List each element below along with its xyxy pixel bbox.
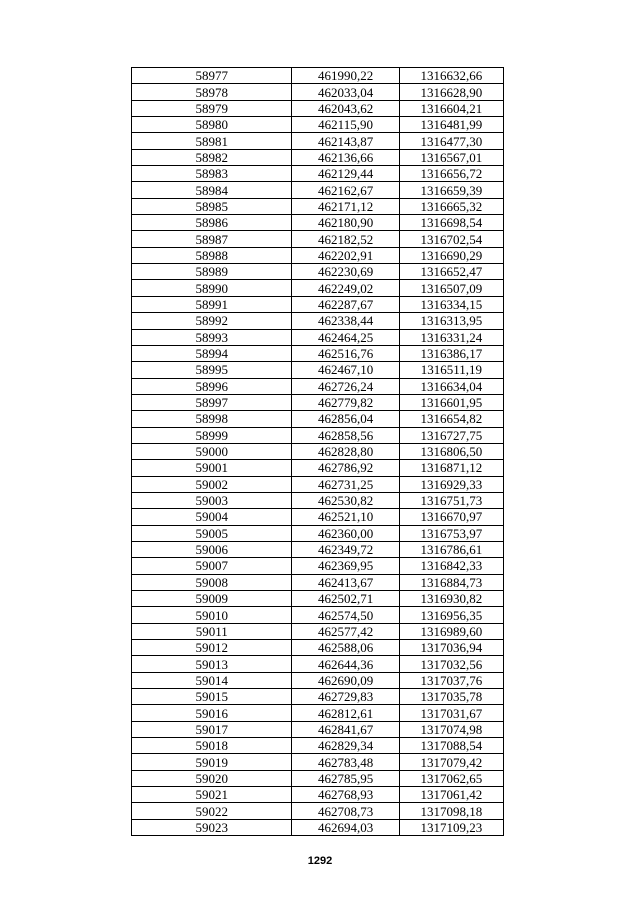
- table-row: [132, 721, 504, 737]
- y-coordinate-cell: 1316601,95: [399, 394, 503, 410]
- y-coordinate-cell: 1316690,29: [399, 247, 503, 263]
- y-coordinate-cell: 1316930,82: [399, 591, 503, 607]
- y-coordinate-cell: 1317074,98: [399, 721, 503, 737]
- x-coordinate-cell: 462369,95: [292, 558, 399, 574]
- x-coordinate-cell: 462136,66: [292, 149, 399, 165]
- x-coordinate-cell: 462708,73: [292, 803, 399, 819]
- point-number-cell: 58998: [132, 411, 292, 427]
- table-row: [132, 362, 504, 378]
- x-coordinate-cell: 462171,12: [292, 198, 399, 214]
- point-number-cell: 59006: [132, 541, 292, 557]
- table-row: [132, 378, 504, 394]
- table-row: [132, 460, 504, 476]
- point-number-cell: 58997: [132, 394, 292, 410]
- x-coordinate-cell: 462644,36: [292, 656, 399, 672]
- point-number-cell: 58985: [132, 198, 292, 214]
- page-number: 1292: [307, 855, 333, 867]
- x-coordinate-cell: 462577,42: [292, 623, 399, 639]
- table-row: [132, 411, 504, 427]
- point-number-cell: 59008: [132, 574, 292, 590]
- table-row: [132, 803, 504, 819]
- coordinates-table-body: [132, 68, 504, 836]
- x-coordinate-cell: 462182,52: [292, 231, 399, 247]
- x-coordinate-cell: 462467,10: [292, 362, 399, 378]
- y-coordinate-cell: 1316929,33: [399, 476, 503, 492]
- point-number-cell: 58996: [132, 378, 292, 394]
- point-number-cell: 58977: [132, 68, 292, 84]
- point-number-cell: 59005: [132, 525, 292, 541]
- y-coordinate-cell: 1316753,97: [399, 525, 503, 541]
- point-number-cell: 58988: [132, 247, 292, 263]
- point-number-cell: 58994: [132, 345, 292, 361]
- y-coordinate-cell: 1316956,35: [399, 607, 503, 623]
- y-coordinate-cell: 1316334,15: [399, 296, 503, 312]
- y-coordinate-cell: 1316477,30: [399, 133, 503, 149]
- point-number-cell: 58980: [132, 117, 292, 133]
- point-number-cell: 59003: [132, 492, 292, 508]
- table-row: [132, 574, 504, 590]
- point-number-cell: 58995: [132, 362, 292, 378]
- x-coordinate-cell: 462230,69: [292, 264, 399, 280]
- x-coordinate-cell: 462812,61: [292, 705, 399, 721]
- point-number-cell: 59007: [132, 558, 292, 574]
- table-row: [132, 558, 504, 574]
- point-number-cell: 59021: [132, 787, 292, 803]
- x-coordinate-cell: 462413,67: [292, 574, 399, 590]
- table-row: [132, 509, 504, 525]
- table-row: [132, 525, 504, 541]
- table-row: [132, 591, 504, 607]
- y-coordinate-cell: 1316331,24: [399, 329, 503, 345]
- point-number-cell: 59004: [132, 509, 292, 525]
- y-coordinate-cell: 1316632,66: [399, 68, 503, 84]
- y-coordinate-cell: 1316806,50: [399, 443, 503, 459]
- y-coordinate-cell: 1316989,60: [399, 623, 503, 639]
- y-coordinate-cell: 1316670,97: [399, 509, 503, 525]
- x-coordinate-cell: 462726,24: [292, 378, 399, 394]
- x-coordinate-cell: 461990,22: [292, 68, 399, 84]
- point-number-cell: 58991: [132, 296, 292, 312]
- point-number-cell: 59000: [132, 443, 292, 459]
- point-number-cell: 59010: [132, 607, 292, 623]
- x-coordinate-cell: 462783,48: [292, 754, 399, 770]
- x-coordinate-cell: 462115,90: [292, 117, 399, 133]
- x-coordinate-cell: 462360,00: [292, 525, 399, 541]
- x-coordinate-cell: 462768,93: [292, 787, 399, 803]
- y-coordinate-cell: 1316698,54: [399, 215, 503, 231]
- y-coordinate-cell: 1317088,54: [399, 738, 503, 754]
- point-number-cell: 59012: [132, 640, 292, 656]
- y-coordinate-cell: 1316665,32: [399, 198, 503, 214]
- table-row: [132, 656, 504, 672]
- y-coordinate-cell: 1316604,21: [399, 100, 503, 116]
- table-row: [132, 770, 504, 786]
- point-number-cell: 59011: [132, 623, 292, 639]
- table-row: [132, 264, 504, 280]
- y-coordinate-cell: 1316871,12: [399, 460, 503, 476]
- table-row: [132, 607, 504, 623]
- table-row: [132, 296, 504, 312]
- x-coordinate-cell: 462516,76: [292, 345, 399, 361]
- y-coordinate-cell: 1317098,18: [399, 803, 503, 819]
- point-number-cell: 59002: [132, 476, 292, 492]
- y-coordinate-cell: 1316511,19: [399, 362, 503, 378]
- x-coordinate-cell: 462731,25: [292, 476, 399, 492]
- y-coordinate-cell: 1316481,99: [399, 117, 503, 133]
- y-coordinate-cell: 1317036,94: [399, 640, 503, 656]
- table-row: [132, 247, 504, 263]
- y-coordinate-cell: 1317062,65: [399, 770, 503, 786]
- point-number-cell: 59017: [132, 721, 292, 737]
- x-coordinate-cell: 462143,87: [292, 133, 399, 149]
- y-coordinate-cell: 1316654,82: [399, 411, 503, 427]
- x-coordinate-cell: 462829,34: [292, 738, 399, 754]
- y-coordinate-cell: 1316656,72: [399, 166, 503, 182]
- point-number-cell: 58993: [132, 329, 292, 345]
- table-row: [132, 394, 504, 410]
- y-coordinate-cell: 1316702,54: [399, 231, 503, 247]
- point-number-cell: 58992: [132, 313, 292, 329]
- point-number-cell: 58982: [132, 149, 292, 165]
- x-coordinate-cell: 462502,71: [292, 591, 399, 607]
- y-coordinate-cell: 1316386,17: [399, 345, 503, 361]
- point-number-cell: 59016: [132, 705, 292, 721]
- table-row: [132, 215, 504, 231]
- point-number-cell: 59015: [132, 689, 292, 705]
- y-coordinate-cell: 1316751,73: [399, 492, 503, 508]
- y-coordinate-cell: 1316313,95: [399, 313, 503, 329]
- table-row: [132, 754, 504, 770]
- point-number-cell: 59014: [132, 672, 292, 688]
- point-number-cell: 59019: [132, 754, 292, 770]
- x-coordinate-cell: 462464,25: [292, 329, 399, 345]
- y-coordinate-cell: 1316634,04: [399, 378, 503, 394]
- point-number-cell: 58981: [132, 133, 292, 149]
- y-coordinate-cell: 1316507,09: [399, 280, 503, 296]
- table-row: [132, 280, 504, 296]
- x-coordinate-cell: 462530,82: [292, 492, 399, 508]
- y-coordinate-cell: 1316652,47: [399, 264, 503, 280]
- table-row: [132, 329, 504, 345]
- y-coordinate-cell: 1317032,56: [399, 656, 503, 672]
- point-number-cell: 58990: [132, 280, 292, 296]
- table-row: [132, 166, 504, 182]
- x-coordinate-cell: 462690,09: [292, 672, 399, 688]
- x-coordinate-cell: 462841,67: [292, 721, 399, 737]
- y-coordinate-cell: 1316567,01: [399, 149, 503, 165]
- y-coordinate-cell: 1316842,33: [399, 558, 503, 574]
- point-number-cell: 58978: [132, 84, 292, 100]
- x-coordinate-cell: 462249,02: [292, 280, 399, 296]
- table-row: [132, 640, 504, 656]
- y-coordinate-cell: 1317037,76: [399, 672, 503, 688]
- y-coordinate-cell: 1316727,75: [399, 427, 503, 443]
- y-coordinate-cell: 1317031,67: [399, 705, 503, 721]
- point-number-cell: 58983: [132, 166, 292, 182]
- point-number-cell: 58999: [132, 427, 292, 443]
- table-row: [132, 198, 504, 214]
- table-row: [132, 133, 504, 149]
- x-coordinate-cell: 462785,95: [292, 770, 399, 786]
- x-coordinate-cell: 462574,50: [292, 607, 399, 623]
- y-coordinate-cell: 1317061,42: [399, 787, 503, 803]
- x-coordinate-cell: 462338,44: [292, 313, 399, 329]
- table-row: [132, 117, 504, 133]
- table-row: [132, 672, 504, 688]
- y-coordinate-cell: 1316786,61: [399, 541, 503, 557]
- x-coordinate-cell: 462349,72: [292, 541, 399, 557]
- point-number-cell: 59018: [132, 738, 292, 754]
- x-coordinate-cell: 462521,10: [292, 509, 399, 525]
- table-row: [132, 231, 504, 247]
- point-number-cell: 59013: [132, 656, 292, 672]
- point-number-cell: 58979: [132, 100, 292, 116]
- table-row: [132, 182, 504, 198]
- table-row: [132, 476, 504, 492]
- point-number-cell: 59009: [132, 591, 292, 607]
- point-number-cell: 58987: [132, 231, 292, 247]
- y-coordinate-cell: 1316884,73: [399, 574, 503, 590]
- table-row: [132, 313, 504, 329]
- x-coordinate-cell: 462033,04: [292, 84, 399, 100]
- x-coordinate-cell: 462162,67: [292, 182, 399, 198]
- table-row: [132, 738, 504, 754]
- x-coordinate-cell: 462287,67: [292, 296, 399, 312]
- point-number-cell: 59001: [132, 460, 292, 476]
- table-row: [132, 84, 504, 100]
- x-coordinate-cell: 462588,06: [292, 640, 399, 656]
- table-row: [132, 427, 504, 443]
- y-coordinate-cell: 1317109,23: [399, 819, 503, 835]
- x-coordinate-cell: 462856,04: [292, 411, 399, 427]
- x-coordinate-cell: 462729,83: [292, 689, 399, 705]
- table-row: [132, 100, 504, 116]
- table-row: [132, 443, 504, 459]
- table-row: [132, 541, 504, 557]
- x-coordinate-cell: 462129,44: [292, 166, 399, 182]
- table-row: [132, 705, 504, 721]
- x-coordinate-cell: 462858,56: [292, 427, 399, 443]
- coordinates-table: [131, 67, 504, 836]
- table-row: [132, 623, 504, 639]
- x-coordinate-cell: 462786,92: [292, 460, 399, 476]
- x-coordinate-cell: 462779,82: [292, 394, 399, 410]
- table-row: [132, 492, 504, 508]
- y-coordinate-cell: 1317079,42: [399, 754, 503, 770]
- point-number-cell: 58989: [132, 264, 292, 280]
- x-coordinate-cell: 462180,90: [292, 215, 399, 231]
- x-coordinate-cell: 462694,03: [292, 819, 399, 835]
- point-number-cell: 58984: [132, 182, 292, 198]
- point-number-cell: 58986: [132, 215, 292, 231]
- y-coordinate-cell: 1316659,39: [399, 182, 503, 198]
- y-coordinate-cell: 1316628,90: [399, 84, 503, 100]
- table-row: [132, 689, 504, 705]
- x-coordinate-cell: 462043,62: [292, 100, 399, 116]
- x-coordinate-cell: 462202,91: [292, 247, 399, 263]
- point-number-cell: 59020: [132, 770, 292, 786]
- table-row: [132, 149, 504, 165]
- table-row: [132, 68, 504, 84]
- point-number-cell: 59022: [132, 803, 292, 819]
- table-row: [132, 787, 504, 803]
- table-row: [132, 345, 504, 361]
- y-coordinate-cell: 1317035,78: [399, 689, 503, 705]
- x-coordinate-cell: 462828,80: [292, 443, 399, 459]
- point-number-cell: 59023: [132, 819, 292, 835]
- table-row: [132, 819, 504, 835]
